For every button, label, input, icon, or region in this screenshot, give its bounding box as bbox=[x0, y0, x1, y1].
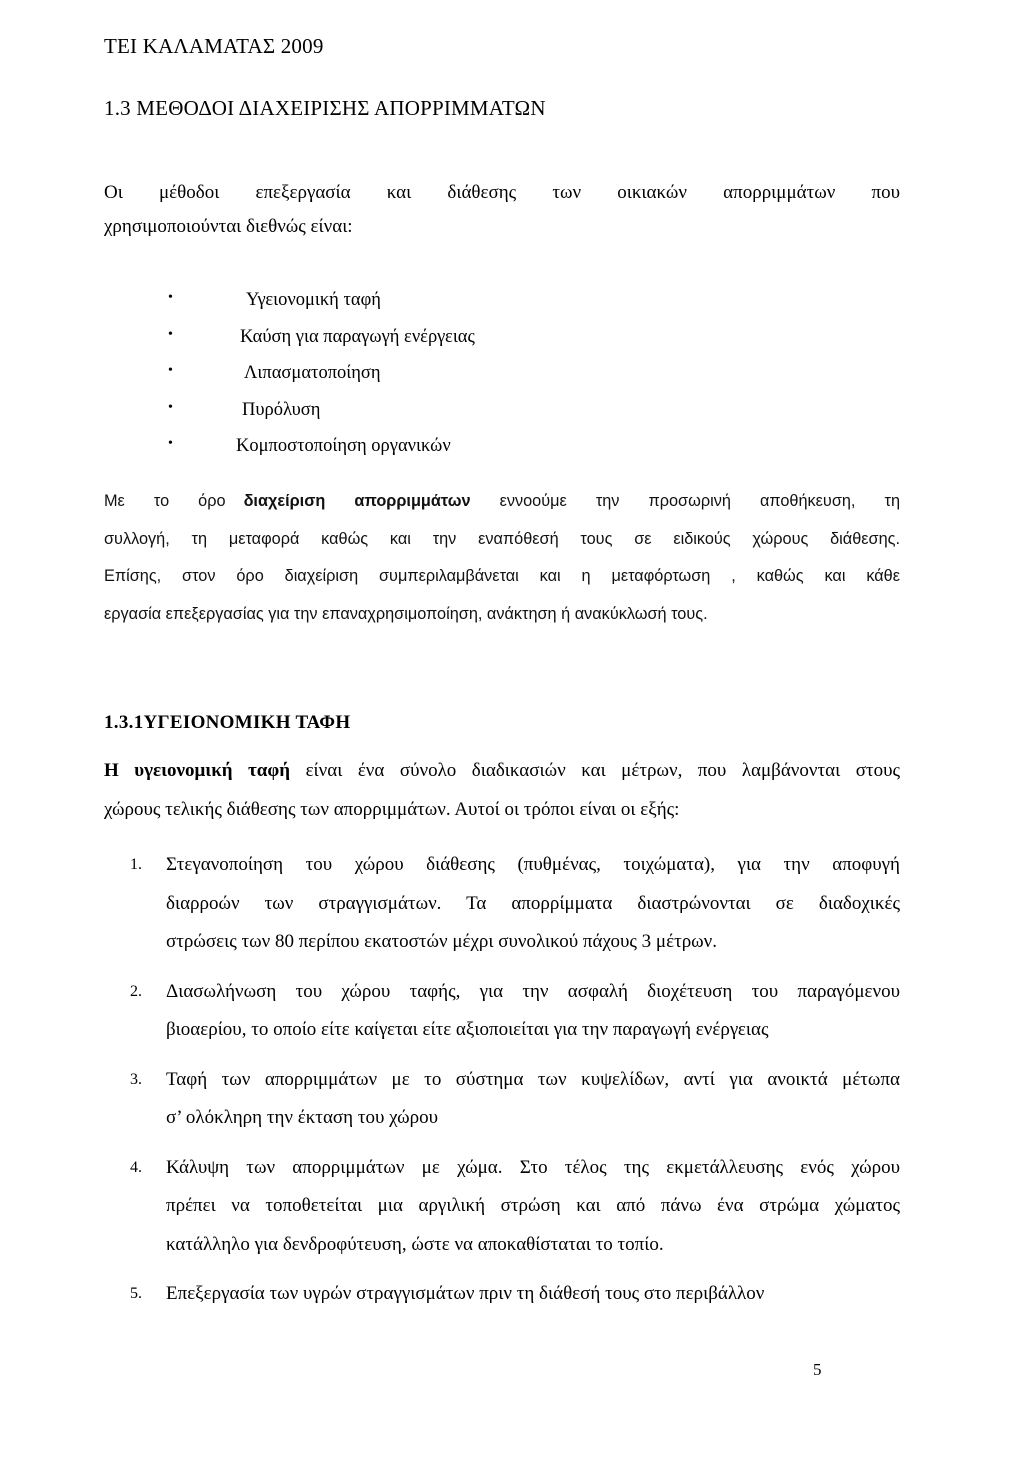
step-line: Στεγανοποίηση του χώρου διάθεσης (πυθμένας, τοιχώματα), για την αποφυγή bbox=[166, 854, 900, 875]
bullet-icon: • bbox=[168, 399, 173, 415]
list-item-text: Πυρόλυση bbox=[242, 399, 321, 420]
definition-paragraph bbox=[104, 486, 900, 636]
steps-list bbox=[104, 848, 900, 1316]
list-item-text: Κομποστοποίηση οργανικών bbox=[236, 436, 451, 456]
bullet-icon: • bbox=[168, 363, 173, 378]
subsection-term: Η υγειονομική ταφή bbox=[104, 760, 291, 781]
step-line: κατάλληλο για δενδροφύτευση, ώστε να αποκαθίσταται το τοπίο. bbox=[166, 1233, 664, 1255]
intro-line: Οι μέθοδοι επεξεργασία και διάθεσης των οικιακών απορριμμάτων που bbox=[104, 182, 900, 203]
step-line: βιοαερίου, το οποίο είτε καίγεται είτε αξιοποιείται για την παραγωγή ενέργειας bbox=[166, 1019, 769, 1040]
step-number: 5. bbox=[130, 1285, 142, 1302]
step-number: 4. bbox=[130, 1158, 142, 1176]
paragraph-line: εργασία επεξεργασίας για την επαναχρησιμοποίηση, ανάκτηση ή ανακύκλωσή τους. bbox=[104, 604, 708, 623]
step-number: 1. bbox=[130, 856, 142, 873]
bullet-icon: • bbox=[168, 436, 173, 451]
paragraph-line bbox=[104, 756, 900, 795]
subsection-title: 1.3.1ΥΓΕΙΟΝΟΜΙΚΗ ΤΑΦΗ bbox=[104, 712, 351, 733]
step-line: Διασωλήνωση του χώρου ταφής, για την ασφαλή διοχέτευση του παραγόμενου bbox=[166, 980, 900, 1002]
step-line: Επεξεργασία των υγρών στραγγισμάτων πριν τη διάθεσή τους στο περιβάλλον bbox=[166, 1283, 765, 1304]
step-number: 3. bbox=[130, 1070, 142, 1088]
subsection-line-rest: είναι ένα σύνολο διαδικασιών και μέτρων, που λαμβάνονται στους bbox=[305, 760, 900, 781]
step-line: σ’ ολόκληρη την έκταση του χώρου bbox=[166, 1107, 439, 1128]
definition-line-rest: εννοούμε την προσωρινή αποθήκευση, τη bbox=[499, 492, 900, 510]
list-item bbox=[104, 1277, 900, 1316]
list-item bbox=[168, 428, 475, 465]
step-line: διαρροών των στραγγισμάτων. Τα απορρίμματα διαστρώνονται σε διαδοχικές bbox=[166, 892, 900, 914]
bullet-icon: • bbox=[168, 326, 173, 342]
list-item bbox=[104, 1151, 900, 1267]
list-item-text: Υγειονομική ταφή bbox=[246, 290, 381, 310]
list-item-text: Καύση για παραγωγή ενέργειας bbox=[240, 326, 475, 347]
paragraph-line: Επίσης, στον όρο διαχείριση συμπεριλαμβάνεται και η μεταφόρτωση , καθώς και κάθε bbox=[104, 567, 900, 585]
list-item-text: Λιπασματοποίηση bbox=[244, 363, 381, 383]
page-number: 5 bbox=[813, 1360, 822, 1379]
bullet-icon: • bbox=[168, 290, 173, 305]
list-item bbox=[104, 848, 900, 964]
methods-list bbox=[168, 282, 475, 465]
definition-term: διαχείριση απορριμμάτων bbox=[243, 492, 471, 510]
list-item bbox=[168, 319, 475, 356]
step-line: στρώσεις των 80 περίπου εκατοστών μέχρι συνολικού πάχους 3 μέτρων. bbox=[166, 931, 718, 952]
step-line: Ταφή των απορριμμάτων με το σύστημα των κυψελίδων, αντί για ανοικτά μέτωπα bbox=[166, 1068, 900, 1090]
list-item bbox=[168, 282, 475, 319]
step-line: Κάλυψη των απορριμμάτων με χώμα. Στο τέλος της εκμετάλλευσης ενός χώρου bbox=[166, 1156, 900, 1178]
step-number: 2. bbox=[130, 982, 142, 1000]
intro-paragraph bbox=[104, 176, 900, 244]
paragraph-line: συλλογή, τη μεταφορά καθώς και την εναπόθεσή τους σε ειδικούς χώρους διάθεσης. bbox=[104, 529, 900, 548]
list-item bbox=[104, 975, 900, 1052]
definition-lead: Με το όρο bbox=[104, 492, 226, 510]
paragraph-line bbox=[104, 486, 900, 524]
list-item bbox=[168, 355, 475, 392]
step-line: πρέπει να τοποθετείται μια αργιλική στρώση και από πάνω ένα στρώμα χώματος bbox=[166, 1195, 900, 1216]
subsection-intro bbox=[104, 756, 900, 833]
section-title: 1.3 ΜΕΘΟΔΟΙ ΔΙΑΧΕΙΡΙΣΗΣ ΑΠΟΡΡΙΜΜΑΤΩΝ bbox=[104, 96, 546, 120]
intro-line: χρησιμοποιούνται διεθνώς είναι: bbox=[104, 216, 353, 237]
paragraph-line: χώρους τελικής διάθεσης των απορριμμάτων. Αυτοί οι τρόποι είναι οι εξής: bbox=[104, 798, 680, 820]
list-item bbox=[104, 1063, 900, 1140]
document-header: ΤΕΙ ΚΑΛΑΜΑΤΑΣ 2009 bbox=[104, 34, 324, 58]
list-item bbox=[168, 392, 475, 429]
